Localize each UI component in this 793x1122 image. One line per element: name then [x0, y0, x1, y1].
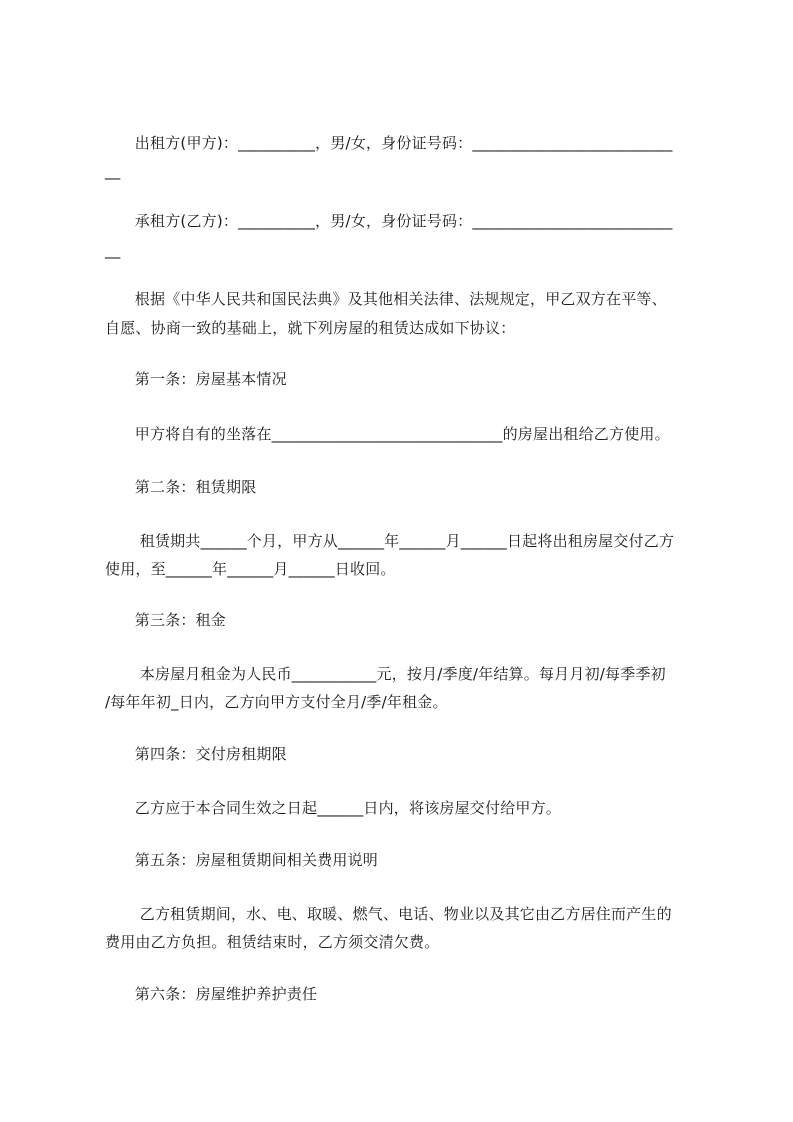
lessee-line-wrap: __	[105, 241, 121, 259]
article-5-text-1: 乙方租赁期间，水、电、取暖、燃气、电话、物业以及其它由乙方居住而产生的	[105, 905, 672, 923]
preamble-line-2: 自愿、协商一致的基础上，就下列房屋的租赁达成如下协议：	[105, 319, 516, 337]
article-2-text-1: 租赁期共______个月，甲方从______年______月______日起将出租房屋交付乙方	[105, 532, 675, 550]
article-2-heading: 第二条：租赁期限	[105, 478, 257, 496]
article-3-text-2: /每年年初_日内，乙方向甲方支付全月/季/年租金。	[105, 693, 448, 711]
article-3-heading: 第三条：租金	[105, 611, 227, 629]
lessor-line: 出租方(甲方)：__________，男/女，身份证号码：__________________________	[105, 134, 673, 152]
article-5-text-2: 费用由乙方负担。租赁结束时，乙方须交清欠费。	[105, 933, 440, 951]
lessee-line: 承租方(乙方)：__________，男/女，身份证号码：__________________________	[105, 212, 673, 230]
article-1-heading: 第一条：房屋基本情况	[105, 370, 287, 388]
article-2-text-2: 使用，至______年______月______日收回。	[105, 560, 396, 578]
lessor-line-wrap: __	[105, 162, 121, 180]
article-1-text: 甲方将自有的坐落在______________________________的房屋出租给乙方使用。	[105, 425, 670, 443]
article-5-heading: 第五条：房屋租赁期间相关费用说明	[105, 851, 379, 869]
preamble-line-1: 根据《中华人民共和国民法典》及其他相关法律、法规规定，甲乙双方在平等、	[105, 290, 667, 308]
article-4-text: 乙方应于本合同生效之日起______日内，将该房屋交付给甲方。	[105, 799, 562, 817]
article-3-text-1: 本房屋月租金为人民币___________元，按月/季度/年结算。每月月初/每季季初	[105, 665, 666, 683]
article-6-heading: 第六条：房屋维护养护责任	[105, 985, 318, 1003]
article-4-heading: 第四条：交付房租期限	[105, 745, 287, 763]
